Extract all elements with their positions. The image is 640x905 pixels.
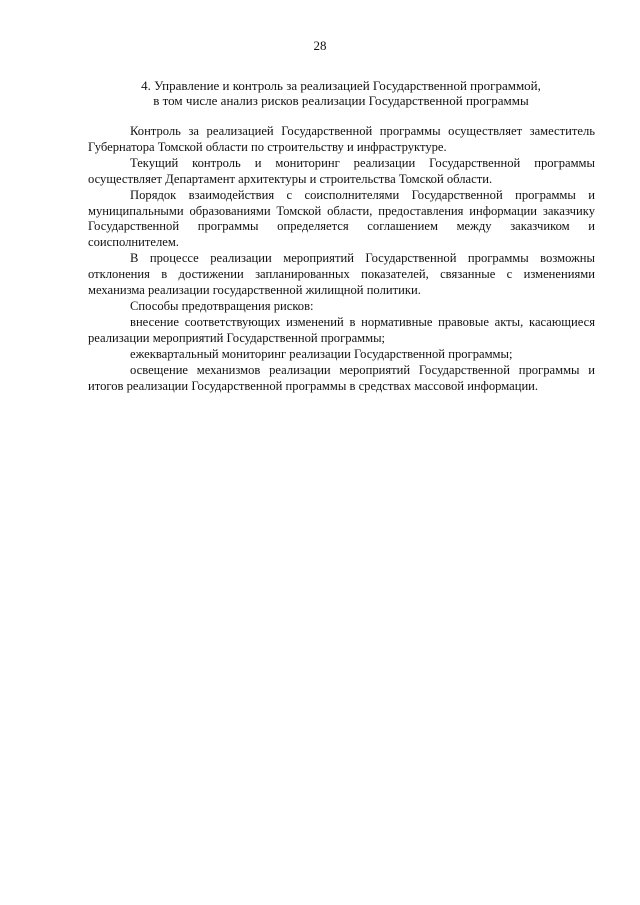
paragraph-control: Контроль за реализацией Государственной программы осуществляет заместитель Губернатора Томской области по строительству и инфраструктуре. — [88, 124, 595, 154]
paragraph-legal-changes: внесение соответствующих изменений в нормативные правовые акты, касающиеся реализации мероприятий Государственной программы; — [88, 314, 595, 345]
paragraph-risk-methods: Способы предотвращения рисков: — [130, 298, 314, 313]
section-heading — [80, 78, 602, 108]
paragraph-quarterly-monitoring: ежеквартальный мониторинг реализации Государственной программы; — [130, 346, 513, 361]
paragraph-interaction: Порядок взаимодействия с соисполнителями Государственной программы и муниципальными образованиями Томской области, предоставления информации заказчику Государственной программы определяется соглашением между заказчиком и соисполнителем. — [88, 187, 595, 250]
body-text — [88, 124, 595, 394]
paragraph-deviations: В процессе реализации мероприятий Государственной программы возможны отклонения в достижении запланированных показателей, связанные с изменениями механизма реализации государственной жилищной политики. — [88, 251, 595, 298]
section-heading-line-1: 4. Управление и контроль за реализацией Государственной программой, — [141, 78, 541, 93]
page-number: 28 — [313, 38, 327, 53]
paragraph-media-coverage: освещение механизмов реализации мероприятий Государственной программы и итогов реализации Государственной программы в средствах массовой информации. — [88, 362, 595, 393]
paragraph-monitoring: Текущий контроль и мониторинг реализации Государственной программы осуществляет Департамент архитектуры и строительства Томской области. — [88, 155, 595, 186]
section-heading-line-2: в том числе анализ рисков реализации Государственной программы — [153, 93, 529, 108]
